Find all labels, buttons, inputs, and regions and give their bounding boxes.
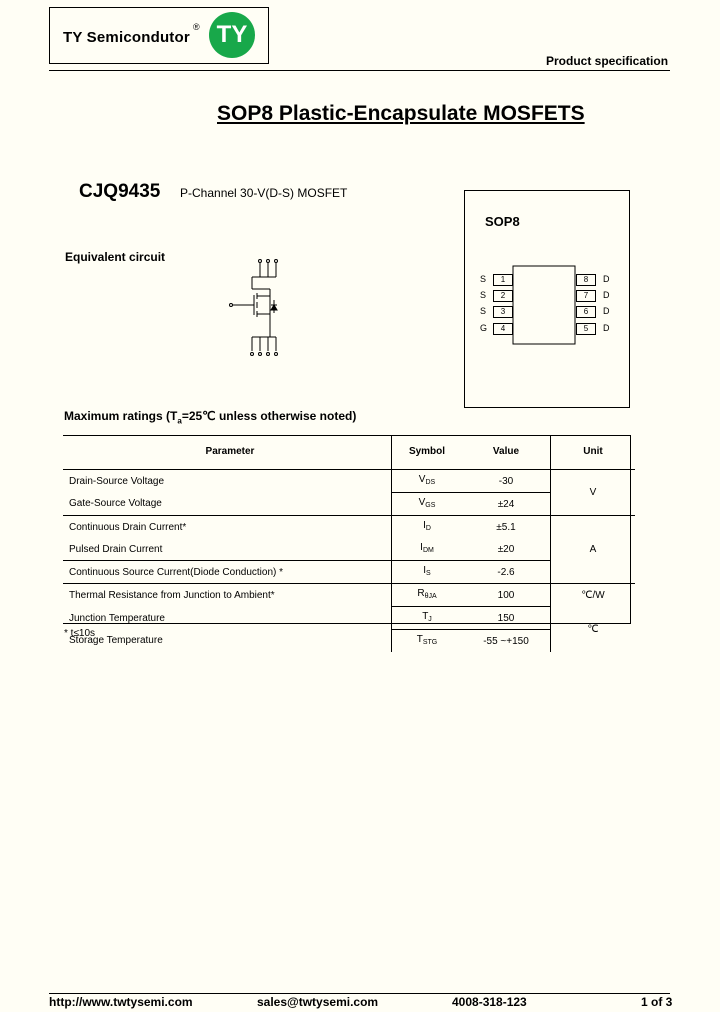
table-row: Pulsed Drain Current $I_{DM}$ ±20 bbox=[63, 538, 635, 561]
document-title: SOP8 Plastic-Encapsulate MOSFETS bbox=[217, 102, 585, 125]
chip-body bbox=[513, 266, 575, 344]
registered-mark: ® bbox=[193, 22, 200, 32]
col-parameter: Parameter bbox=[63, 435, 392, 470]
pin-name-right: D bbox=[603, 306, 610, 316]
footer-page-number: 1 of 3 bbox=[641, 995, 673, 1009]
pin-name-left: S bbox=[480, 290, 487, 300]
part-description: P-Channel 30-V(D-S) MOSFET bbox=[180, 186, 348, 200]
equivalent-circuit-icon bbox=[225, 255, 285, 363]
pin-number-left: 2 bbox=[493, 290, 513, 302]
col-unit: Unit bbox=[551, 435, 636, 470]
pin-number-right: 8 bbox=[576, 274, 596, 286]
unit-cell: ℃/W bbox=[581, 589, 605, 601]
table-row: Continuous Source Current(Diode Conduction) * $I_S$ -2.6 bbox=[63, 561, 635, 584]
header-divider bbox=[49, 70, 670, 71]
pin-name-left: S bbox=[480, 306, 487, 316]
table-row: Drain-Source Voltage $V_{DS}$ -30 V bbox=[63, 470, 635, 493]
table-row: Gate-Source Voltage $V_{GS}$ ±24 bbox=[63, 493, 635, 516]
pin-name-left: S bbox=[480, 274, 487, 284]
pin-name-right: D bbox=[603, 274, 610, 284]
footer-website-link[interactable]: http://www.twtysemi.com bbox=[49, 995, 193, 1009]
company-name: TY Semicondutor bbox=[63, 29, 190, 46]
pin-number-left: 3 bbox=[493, 306, 513, 318]
max-ratings-table bbox=[63, 435, 635, 652]
pin-number-right: 7 bbox=[576, 290, 596, 302]
table-row: Storage Temperature $T_{STG}$ -55 ~+150 bbox=[63, 630, 635, 653]
col-symbol: Symbol bbox=[392, 435, 463, 470]
unit-cell: ℃ bbox=[587, 623, 599, 635]
footer-phone: 4008-318-123 bbox=[452, 995, 527, 1009]
pin-name-right: D bbox=[603, 323, 610, 333]
pin-number-left: 1 bbox=[493, 274, 513, 286]
unit-cell: A bbox=[551, 516, 636, 584]
col-value: Value bbox=[462, 435, 551, 470]
pin-number-right: 5 bbox=[576, 323, 596, 335]
footer-divider bbox=[49, 993, 670, 994]
table-row: Junction Temperature $T_J$ 150 ℃ bbox=[63, 607, 635, 630]
table-row: Continuous Drain Current* $I_D$ ±5.1 A bbox=[63, 516, 635, 539]
product-spec-label: Product specification bbox=[546, 54, 669, 68]
package-label: SOP8 bbox=[485, 214, 520, 229]
pin-name-left: G bbox=[480, 323, 488, 333]
footer-email-link[interactable]: sales@twtysemi.com bbox=[257, 995, 379, 1009]
equivalent-circuit-label: Equivalent circuit bbox=[65, 250, 166, 264]
table-row: Thermal Resistance from Junction to Ambient* $R_{\theta JA}$ 100 ℃/W bbox=[63, 584, 635, 607]
footnote: * t≤10s bbox=[64, 628, 96, 639]
pin-number-left: 4 bbox=[493, 323, 513, 335]
pin-name-right: D bbox=[603, 290, 610, 300]
max-ratings-heading: Maximum ratings ($T_a=25℃$ unless otherwise noted) bbox=[64, 409, 357, 426]
ty-logo-icon: TY bbox=[209, 12, 255, 58]
unit-cell: V bbox=[551, 470, 636, 516]
part-number: CJQ9435 bbox=[79, 181, 161, 202]
pin-number-right: 6 bbox=[576, 306, 596, 318]
